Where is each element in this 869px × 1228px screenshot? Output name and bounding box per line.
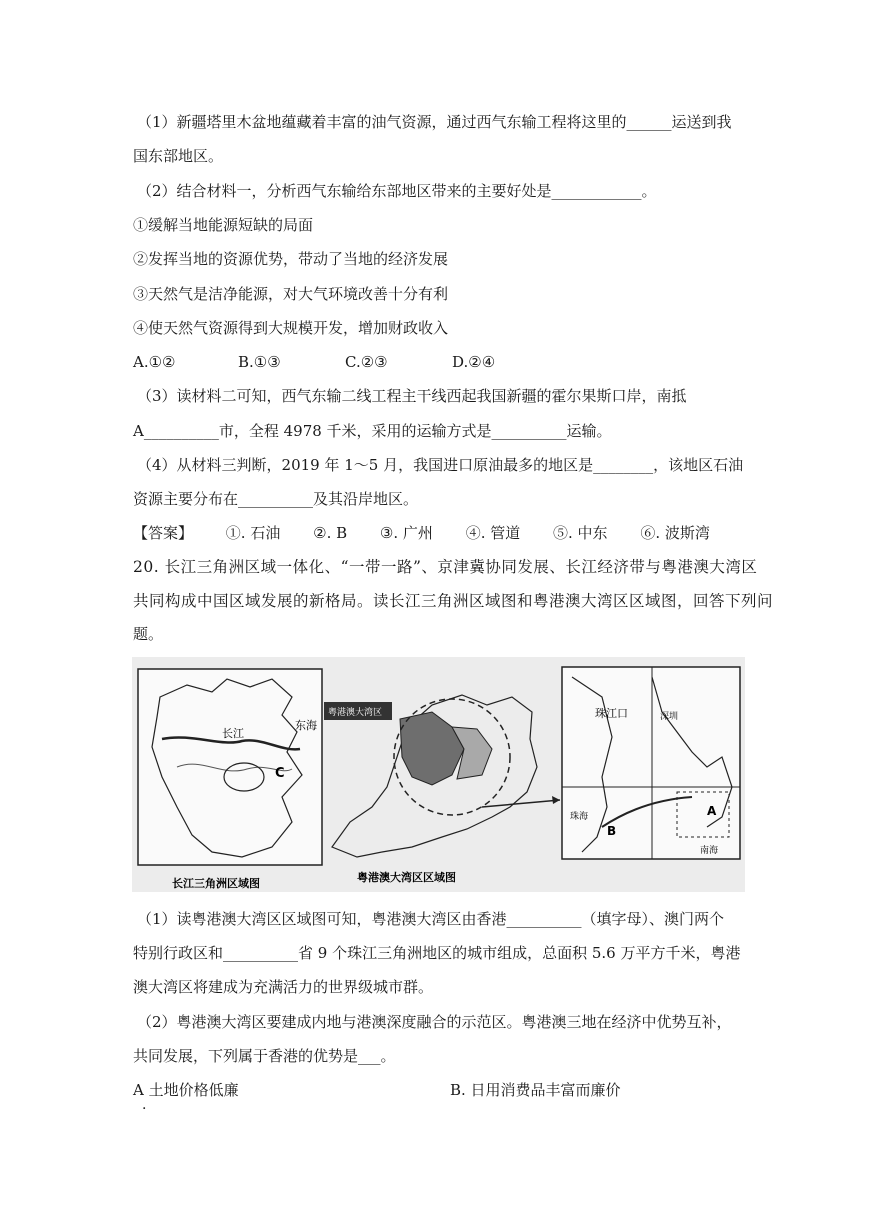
q19-option-b: B.①③ bbox=[238, 353, 281, 371]
q20-intro-line2: 共同构成中国区域发展的新格局。读长江三角洲区域图和粤港澳大湾区区域图，回答下列问 bbox=[133, 592, 774, 610]
q20-option-b: B. 日用消费品丰富而廉价 bbox=[450, 1081, 621, 1099]
gba-tag-label: 粤港澳大湾区 bbox=[328, 708, 383, 718]
left-map-caption: 长江三角洲区域图 bbox=[172, 877, 260, 890]
zhuhai-label: 珠海 bbox=[570, 812, 589, 822]
q19-part4-line2: 资源主要分布在__________及其沿岸地区。 bbox=[133, 490, 419, 508]
middle-map-caption: 粤港澳大湾区区域图 bbox=[357, 871, 456, 884]
q19-option-c: C.②③ bbox=[345, 353, 388, 371]
q19-part3-line1: （3）读材料二可知，西气东输二线工程主干线西起我国新疆的霍尔果斯口岸，南抵 bbox=[137, 387, 687, 405]
q19-statement-2: ②发挥当地的资源优势，带动了当地的经济发展 bbox=[133, 250, 449, 268]
zoom-arrow-line bbox=[482, 800, 560, 807]
q20-part1-line2: 特别行政区和__________省 9 个珠江三角洲地区的城市组成，总面积 5.6 万平方千米，粤港 bbox=[133, 944, 741, 962]
q19-part1-line1: （1）新疆塔里木盆地蕴藏着丰富的油气资源，通过西气东输工程将这里的______运送到我 bbox=[137, 113, 732, 131]
zoom-arrow-head bbox=[552, 796, 560, 804]
q20-intro-line1: 20. 长江三角洲区域一体化、“一带一路”、京津冀协同发展、长江经济带与粤港澳大湾区 bbox=[133, 558, 758, 576]
pearl-river-mouth-label: 珠江口 bbox=[595, 707, 628, 720]
footer-dot: · bbox=[142, 1101, 147, 1117]
answer-6: ⑥. 波斯湾 bbox=[640, 524, 710, 542]
answer-5: ⑤. 中东 bbox=[553, 524, 608, 542]
point-a-label: A bbox=[707, 804, 717, 818]
q19-part1-line2: 国东部地区。 bbox=[133, 147, 224, 165]
q19-statement-1: ①缓解当地能源短缺的局面 bbox=[133, 216, 314, 234]
yangtze-label: 长江 bbox=[222, 727, 244, 740]
point-c-label: C bbox=[275, 766, 285, 781]
q19-option-d: D.②④ bbox=[452, 353, 496, 371]
shenzhen-label: 深圳 bbox=[660, 712, 679, 722]
q19-statement-3: ③天然气是洁净能源，对大气环境改善十分有利 bbox=[133, 285, 449, 303]
q19-part3-line2: A__________市，全程 4978 千米，采用的运输方式是__________运输。 bbox=[133, 422, 612, 440]
q20-option-a: A 土地价格低廉 bbox=[133, 1081, 239, 1099]
south-sea-label: 南海 bbox=[700, 846, 719, 856]
q19-answer-row bbox=[133, 523, 710, 543]
q19-statement-4: ④使天然气资源得到大规模开发，增加财政收入 bbox=[133, 319, 449, 337]
point-b-label: B bbox=[607, 824, 617, 838]
gba-shaded-west bbox=[400, 712, 464, 785]
answer-1: ①. 石油 bbox=[225, 524, 281, 542]
answer-label: 【答案】 bbox=[133, 524, 194, 542]
q20-part1-line3: 澳大湾区将建成为充满活力的世界级城市群。 bbox=[133, 978, 434, 996]
q19-option-a: A.①② bbox=[133, 353, 176, 371]
q20-part2-line1: （2）粤港澳大湾区要建成内地与港澳深度融合的示范区。粤港澳三地在经济中优势互补， bbox=[137, 1013, 732, 1031]
map-figure bbox=[132, 657, 745, 892]
q19-part4-line1: （4）从材料三判断，2019 年 1～5 月，我国进口原油最多的地区是________，该地区石油 bbox=[137, 456, 744, 474]
answer-3: ③. 广州 bbox=[379, 524, 433, 542]
map-svg bbox=[132, 657, 745, 892]
q20-intro-line3: 题。 bbox=[133, 625, 164, 643]
answer-2: ②. B bbox=[313, 524, 348, 542]
q19-part2: （2）结合材料一，分析西气东输给东部地区带来的主要好处是____________。 bbox=[137, 182, 657, 200]
east-sea-label: 东海 bbox=[295, 719, 317, 732]
q20-part2-line2: 共同发展，下列属于香港的优势是___。 bbox=[133, 1047, 396, 1065]
answer-4: ④. 管道 bbox=[465, 524, 521, 542]
q20-part1-line1: （1）读粤港澳大湾区区域图可知，粤港澳大湾区由香港__________（填字母）、澳门两个 bbox=[137, 910, 725, 928]
